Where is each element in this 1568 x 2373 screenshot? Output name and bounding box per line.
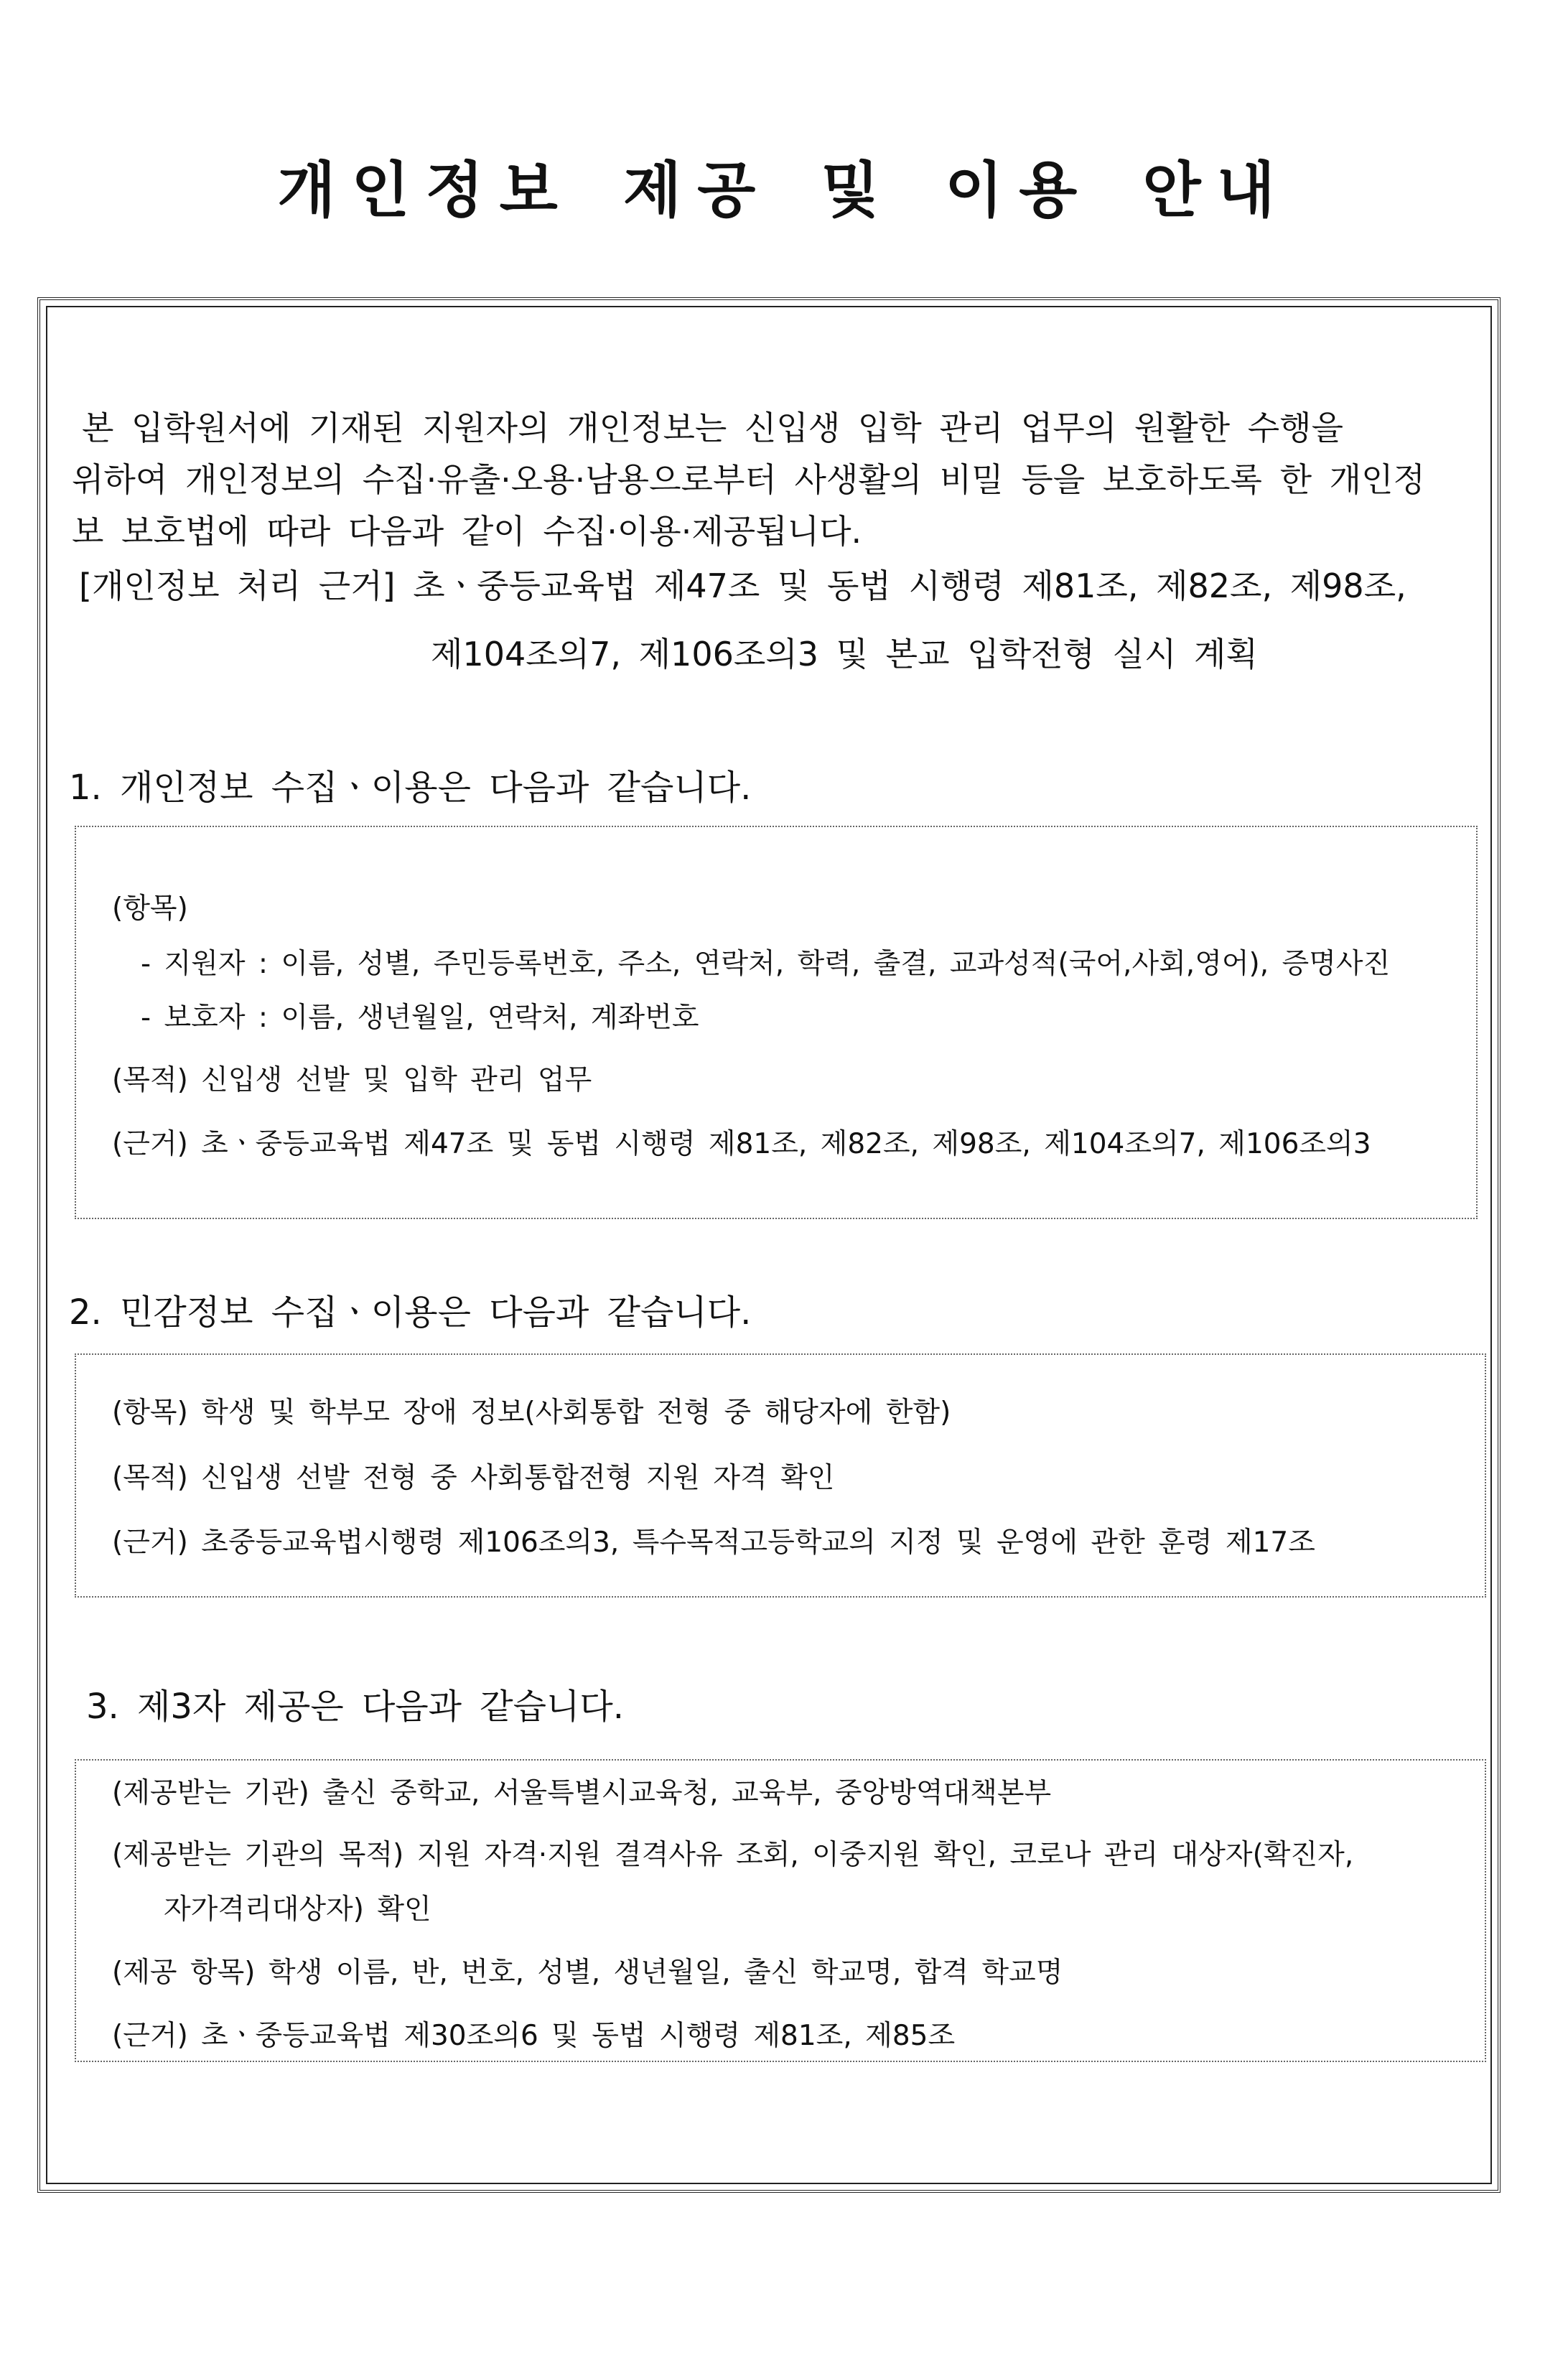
section3-basis: (근거) 초ㆍ중등교육법 제30조의6 및 동법 시행령 제81조, 제85조 <box>112 2020 956 2052</box>
section3-purpose-cont: 자가격리대상자) 확인 <box>164 1893 431 1926</box>
section3-purpose: (제공받는 기관의 목적) 지원 자격·지원 결격사유 조회, 이중지원 확인, 코로나 관리 대상자(확진자, <box>112 1839 1354 1871</box>
intro-line: 본 입학원서에 기재된 지원자의 개인정보는 신입생 입학 관리 업무의 원활한 수행을 <box>82 409 1344 447</box>
legal-basis-line: 제104조의7, 제106조의3 및 본교 입학전형 실시 계획 <box>431 635 1258 673</box>
section2-purpose: (목적) 신입생 선발 전형 중 사회통합전형 지원 자격 확인 <box>112 1462 835 1494</box>
page-title: 개인정보 제공 및 이용 안내 <box>277 155 1291 225</box>
section2-item: (항목) 학생 및 학부모 장애 정보(사회통합 전형 중 해당자에 한함) <box>112 1397 951 1429</box>
section3-recipient: (제공받는 기관) 출신 중학교, 서울특별시교육청, 교육부, 중앙방역대책본부 <box>112 1777 1052 1809</box>
section3-heading: 3. 제3자 제공은 다음과 같습니다. <box>86 1687 625 1727</box>
section1-basis: (근거) 초ㆍ중등교육법 제47조 및 동법 시행령 제81조, 제82조, 제98조, 제104조의7, 제106조의3 <box>112 1128 1371 1160</box>
section2-basis: (근거) 초중등교육법시행령 제106조의3, 특수목적고등학교의 지정 및 운영에 관한 훈령 제17조 <box>112 1526 1315 1559</box>
intro-line: 보 보호법에 따라 다음과 같이 수집·이용·제공됩니다. <box>72 512 862 551</box>
section1-heading: 1. 개인정보 수집ㆍ이용은 다음과 같습니다. <box>69 768 752 808</box>
section1-item-label: (항목) <box>112 892 188 925</box>
section3-items: (제공 항목) 학생 이름, 반, 번호, 성별, 생년월일, 출신 학교명, 합격 학교명 <box>112 1957 1063 1989</box>
intro-paragraph <box>72 402 1479 557</box>
section1-purpose: (목적) 신입생 선발 및 입학 관리 업무 <box>112 1064 592 1096</box>
legal-basis-line: [개인정보 처리 근거] 초ㆍ중등교육법 제47조 및 동법 시행령 제81조, 제82조, 제98조, <box>79 567 1406 605</box>
intro-line: 위하여 개인정보의 수집·유출·오용·남용으로부터 사생활의 비밀 등을 보호하도록 한 개인정 <box>72 460 1425 499</box>
section1-guardian: - 보호자 : 이름, 생년월일, 연락처, 계좌번호 <box>141 1002 699 1034</box>
section1-applicant: - 지원자 : 이름, 성별, 주민등록번호, 주소, 연락처, 학력, 출결, 교과성적(국어,사회,영어), 증명사진 <box>141 948 1391 980</box>
section2-heading: 2. 민감정보 수집ㆍ이용은 다음과 같습니다. <box>69 1292 752 1333</box>
